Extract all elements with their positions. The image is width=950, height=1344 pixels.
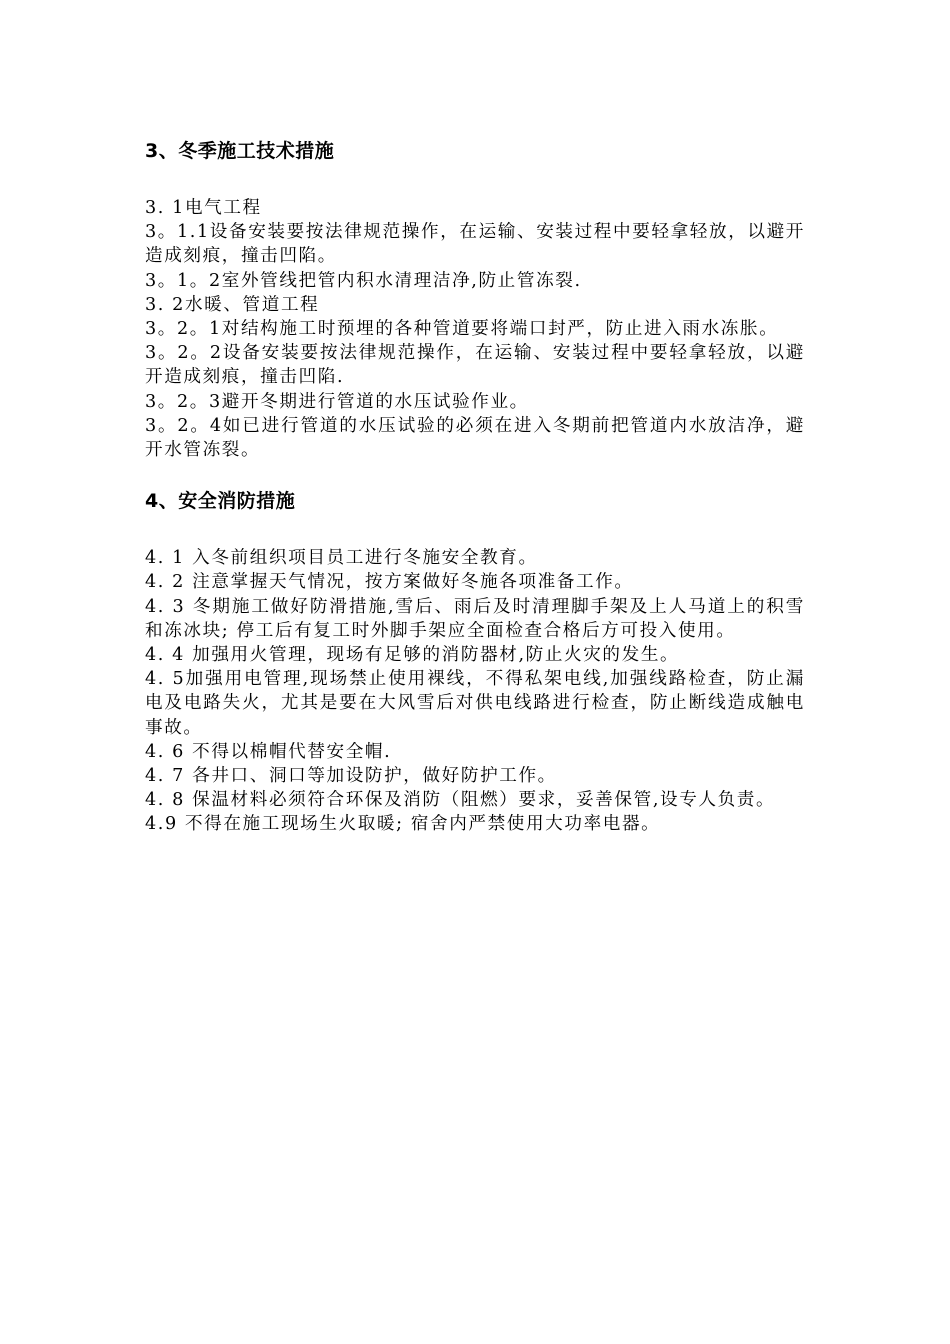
list-item: 3。2。2设备安装要按法律规范操作，在运输、安装过程中要轻拿轻放，以避开造成刻痕，撞击凹陷. (145, 343, 805, 388)
list-item: 3。1.1设备安装要按法律规范操作，在运输、安装过程中要轻拿轻放，以避开造成刻痕，撞击凹陷。 (145, 222, 805, 267)
list-item: 4. 6 不得以棉帽代替安全帽. (145, 741, 392, 762)
section-list-safety-fire (145, 546, 805, 836)
list-item: 3. 2水暖、管道工程 (145, 294, 320, 315)
list-item: 3. 1电气工程 (145, 198, 262, 218)
section-list-winter-construction (145, 196, 805, 462)
document-content (145, 138, 805, 837)
list-item: 4. 1 入冬前组织项目员工进行冬施安全教育。 (145, 548, 538, 569)
list-item: 4. 4 加强用火管理，现场有足够的消防器材,防止火灾的发生。 (145, 645, 680, 666)
list-item: 4.9 不得在施工现场生火取暖; 宿舍内严禁使用大功率电器。 (145, 814, 661, 835)
list-item: 3。2。3避开冬期进行管道的水压试验作业。 (145, 391, 529, 412)
section-heading-winter-construction: 3、冬季施工技术措施 (145, 140, 335, 162)
section-heading-safety-fire: 4、安全消防措施 (145, 490, 296, 513)
list-item: 3。1。2室外管线把管内积水清理洁净,防止管冻裂. (145, 270, 582, 291)
list-item: 4. 8 保温材料必须符合环保及消防（阻燃）要求，妥善保管,设专人负责。 (145, 790, 776, 811)
list-item: 3。2。4如已进行管道的水压试验的必须在进入冬期前把管道内水放洁净，避开水管冻裂。 (145, 415, 805, 461)
list-item: 4. 3 冬期施工做好防滑措施,雪后、雨后及时清理脚手架及上人马道上的积雪和冻冰块; 停工后有复工时外脚手架应全面检查合格后方可投入使用。 (145, 596, 805, 641)
list-item: 4. 5加强用电管理,现场禁止使用裸线，不得私架电线,加强线路检查，防止漏电及电路失火，尤其是要在大风雪后对供电线路进行检查，防止断线造成触电事故。 (145, 669, 805, 738)
list-item: 4. 7 各井口、洞口等加设防护，做好防护工作。 (145, 766, 557, 787)
list-item: 3。2。1对结构施工时预埋的各种管道要将端口封严，防止进入雨水冻胀。 (145, 319, 779, 340)
list-item: 4. 2 注意掌握天气情况，按方案做好冬施各项准备工作。 (145, 572, 634, 593)
